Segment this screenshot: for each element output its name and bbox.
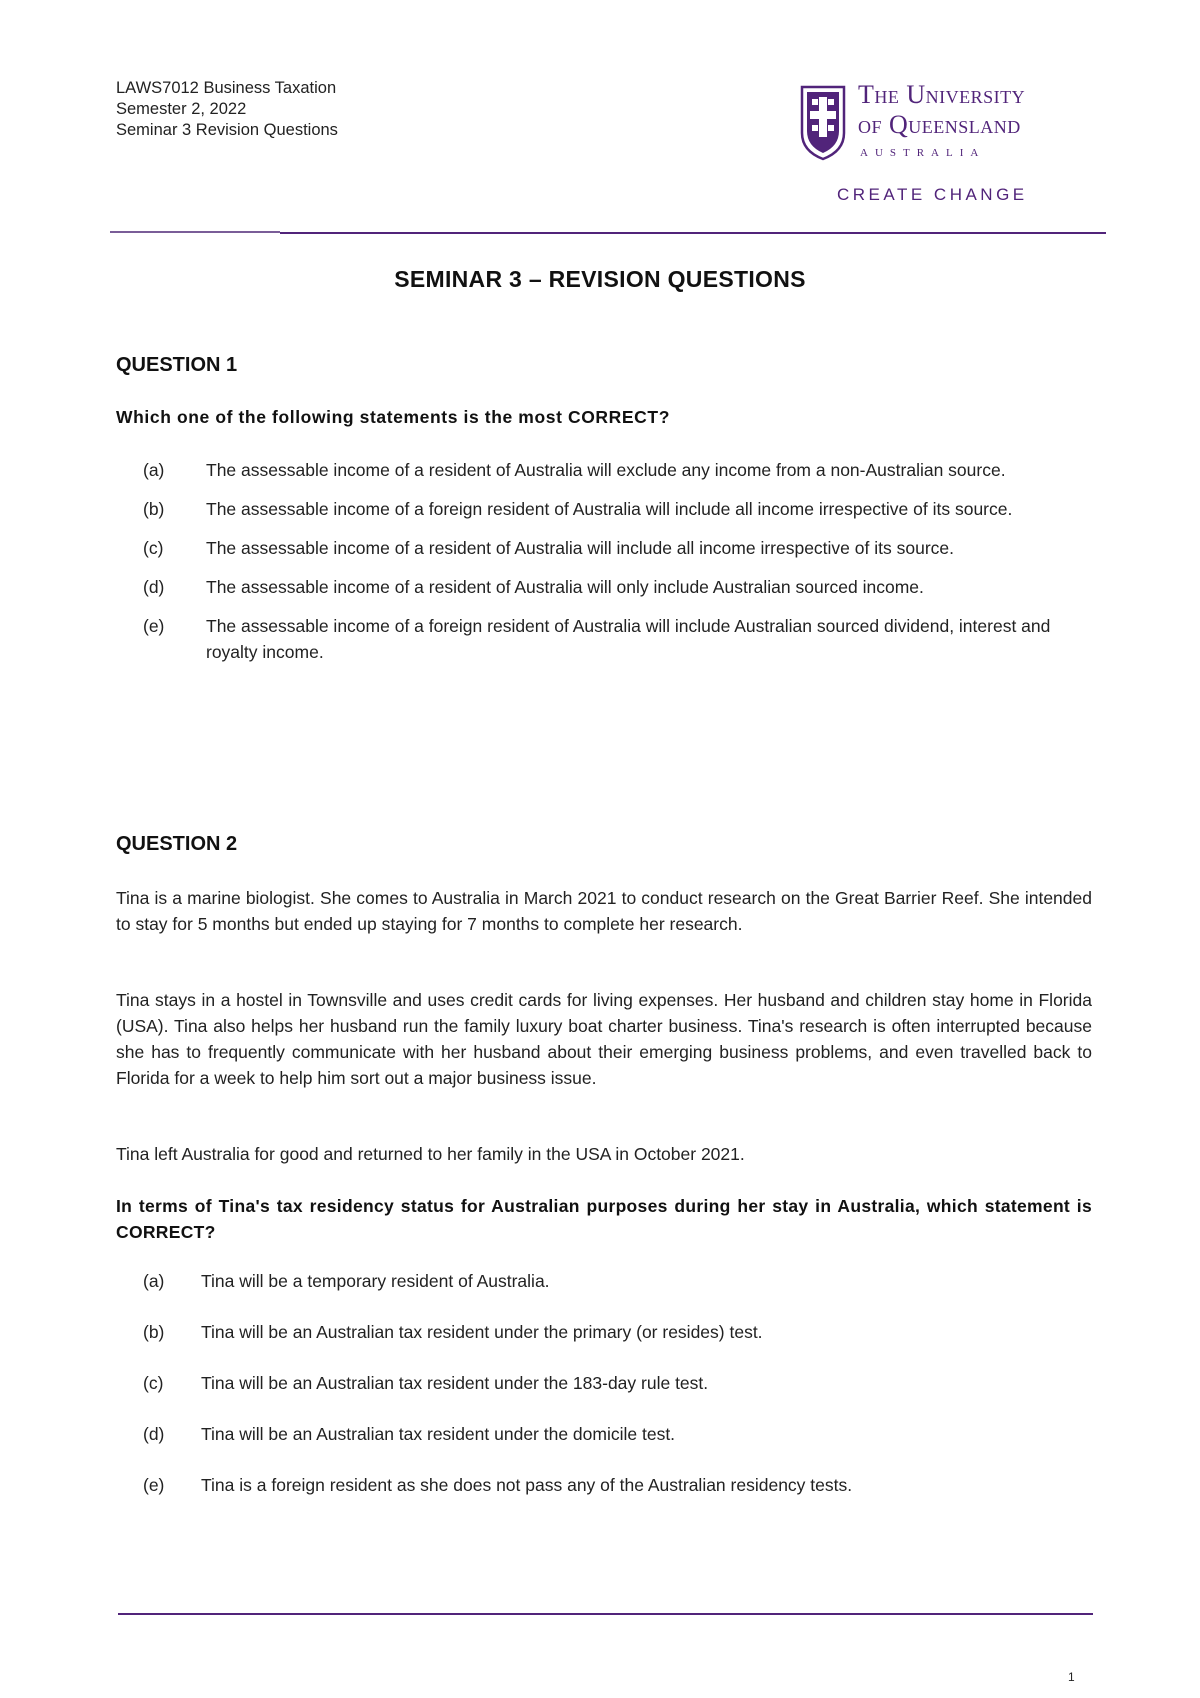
- question-2-stem: In terms of Tina's tax residency status for Australian purposes during her stay in Australia, which statement is CORRECT?: [116, 1196, 1092, 1242]
- uq-logo: [800, 80, 1100, 210]
- semester: Semester 2, 2022: [116, 100, 247, 118]
- question-1-heading: QUESTION 1: [116, 354, 238, 376]
- header-rule-accent: [110, 231, 280, 233]
- option-text: The assessable income of a resident of Australia will only include Australian sourced income.: [206, 577, 924, 597]
- option-text: Tina will be an Australian tax resident under the domicile test.: [201, 1424, 676, 1444]
- question-2-options: [116, 1268, 1096, 1523]
- option-text: The assessable income of a foreign resident of Australia will include all income irrespective of its source.: [206, 499, 1013, 519]
- option-text: Tina is a foreign resident as she does not pass any of the Australian residency tests.: [201, 1475, 853, 1495]
- question-1-option-b: [116, 496, 1096, 522]
- question-2-option-e: [116, 1472, 1096, 1498]
- question-2-option-a: [116, 1268, 1096, 1294]
- option-label: (c): [143, 538, 164, 558]
- uq-line2: of Queensland: [858, 110, 1021, 139]
- question-2-paragraph-1: Tina is a marine biologist. She comes to Australia in March 2021 to conduct research on the Great Barrier Reef. She intended to stay for 5 months but ended up staying for 7 months to complete her research.: [116, 888, 1092, 934]
- footer-rule: [118, 1613, 1093, 1615]
- option-label: (b): [143, 499, 165, 519]
- option-label: (a): [143, 460, 165, 480]
- option-label: (b): [143, 1322, 165, 1342]
- option-label: (a): [143, 1271, 165, 1291]
- uq-tagline: CREATE CHANGE: [837, 185, 1028, 204]
- question-1-option-d: [116, 574, 1096, 600]
- option-label: (e): [143, 616, 165, 636]
- question-2-option-c: [116, 1370, 1096, 1396]
- question-1-option-c: [116, 535, 1096, 561]
- uq-wordmark: [858, 80, 1025, 140]
- page-number: 1: [1068, 1670, 1075, 1684]
- header-doc-title: Seminar 3 Revision Questions: [116, 121, 338, 139]
- option-text: The assessable income of a resident of Australia will exclude any income from a non-Australian source.: [206, 460, 1006, 480]
- question-2-paragraph-2: Tina stays in a hostel in Townsville and uses credit cards for living expenses. Her husband and children stay home in Florida (USA). Tina also helps her husband run the family luxury boat charter business. Tina's research is often interrupted because she has to frequently communicate with her husband about their emerging business problems, and even travelled back to Florida for a week to help him sort out a major business issue.: [116, 990, 1092, 1088]
- question-2-paragraph-3: Tina left Australia for good and returned to her family in the USA in October 2021.: [116, 1144, 745, 1164]
- document-header: [116, 78, 338, 141]
- option-label: (e): [143, 1475, 165, 1495]
- option-text: The assessable income of a resident of Australia will include all income irrespective of its source.: [206, 538, 954, 558]
- question-1-option-e: [116, 613, 1096, 665]
- option-text: The assessable income of a foreign resident of Australia will include Australian sourced dividend, interest and royalty income.: [206, 616, 1051, 662]
- question-1-stem: Which one of the following statements is the most CORRECT?: [116, 407, 670, 427]
- page-title: SEMINAR 3 – REVISION QUESTIONS: [394, 266, 806, 292]
- option-text: Tina will be an Australian tax resident under the primary (or resides) test.: [201, 1322, 763, 1342]
- option-text: Tina will be an Australian tax resident under the 183-day rule test.: [201, 1373, 709, 1393]
- question-2-option-d: [116, 1421, 1096, 1447]
- uq-line1: The University: [858, 80, 1026, 109]
- question-1-options: [116, 457, 1096, 678]
- header-rule: [280, 232, 1106, 234]
- option-label: (c): [143, 1373, 164, 1393]
- question-2-heading: QUESTION 2: [116, 833, 238, 855]
- course-name: LAWS7012 Business Taxation: [116, 79, 337, 97]
- uq-crest-icon: [800, 85, 846, 161]
- option-label: (d): [143, 577, 165, 597]
- uq-country: AUSTRALIA: [860, 147, 986, 159]
- option-label: (d): [143, 1424, 165, 1444]
- question-1-option-a: [116, 457, 1096, 483]
- question-2-option-b: [116, 1319, 1096, 1345]
- option-text: Tina will be a temporary resident of Australia.: [201, 1271, 550, 1291]
